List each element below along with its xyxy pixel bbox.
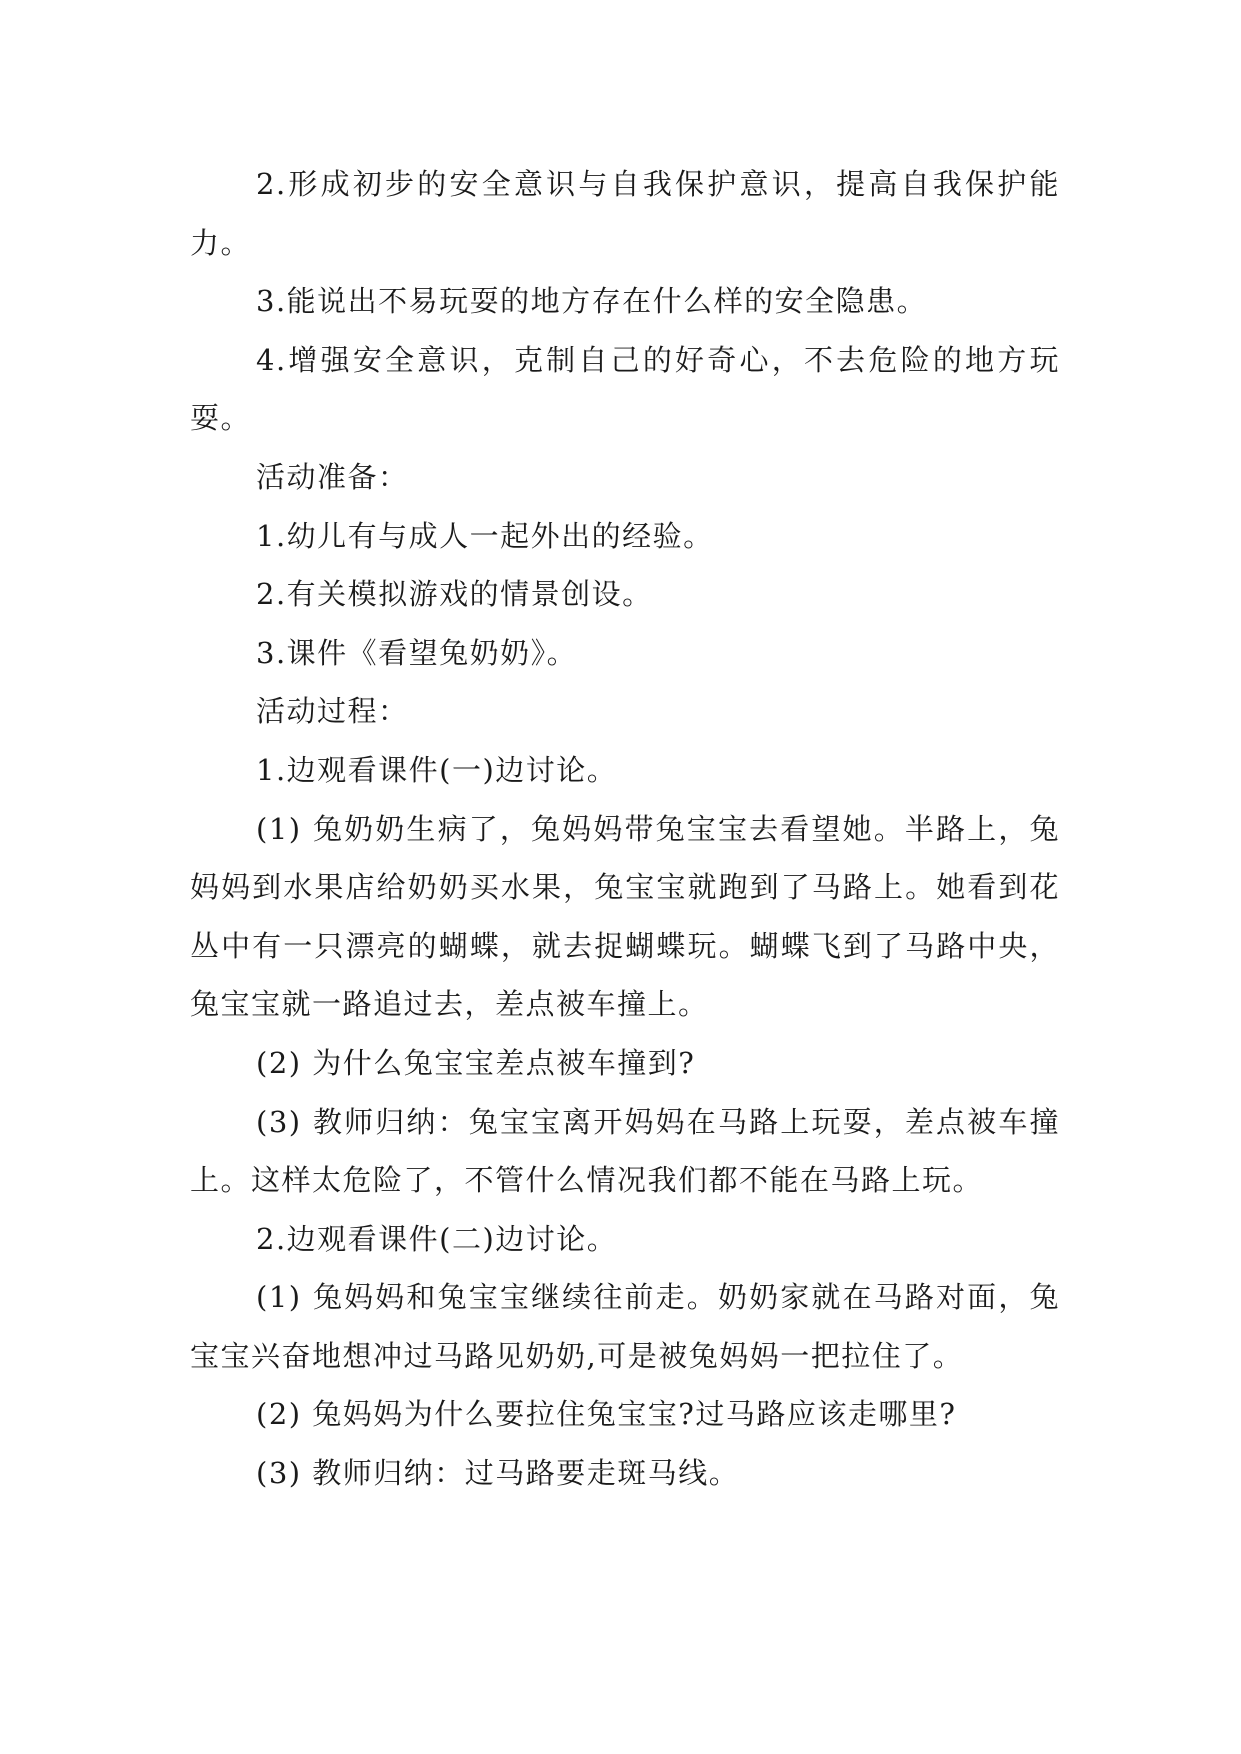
paragraph-step-1-1: (1) 兔奶奶生病了，兔妈妈带兔宝宝去看望她。半路上，兔妈妈到水果店给奶奶买水果，兔宝宝就跑到了马路上。她看到花丛中有一只漂亮的蝴蝶，就去捉蝴蝶玩。蝴蝶飞到了马路中央，兔宝宝就一路追过去，差点被车撞上。 <box>190 811 1060 1022</box>
paragraph-prep-3: 3.课件《看望兔奶奶》。 <box>256 635 578 670</box>
paragraph-prep-1: 1.幼儿有与成人一起外出的经验。 <box>256 518 714 553</box>
paragraph-step-1-2: (2) 为什么兔宝宝差点被车撞到? <box>256 1045 696 1080</box>
paragraph-prep-2: 2.有关模拟游戏的情景创设。 <box>256 577 653 612</box>
paragraph-goal-2: 2.形成初步的安全意识与自我保护意识，提高自我保护能力。 <box>190 167 1060 260</box>
paragraph-step-1: 1.边观看课件(一)边讨论。 <box>256 752 618 787</box>
paragraph-step-1-3: (3) 教师归纳：兔宝宝离开妈妈在马路上玩耍，差点被车撞上。这样太危险了，不管什么情况我们都不能在马路上玩。 <box>190 1104 1060 1198</box>
heading-preparation: 活动准备： <box>256 459 409 494</box>
paragraph-goal-4: 4.增强安全意识，克制自己的好奇心，不去危险的地方玩耍。 <box>190 342 1060 436</box>
paragraph-goal-3: 3.能说出不易玩耍的地方存在什么样的安全隐患。 <box>256 284 928 319</box>
paragraph-step-2-2: (2) 兔妈妈为什么要拉住兔宝宝?过马路应该走哪里? <box>256 1397 957 1432</box>
document-body <box>190 155 1060 1503</box>
paragraph-step-2-3: (3) 教师归纳：过马路要走斑马线。 <box>256 1456 740 1491</box>
paragraph-step-2-1: (1) 兔妈妈和兔宝宝继续往前走。奶奶家就在马路对面，兔宝宝兴奋地想冲过马路见奶奶,可是被兔妈妈一把拉住了。 <box>190 1280 1060 1373</box>
heading-process: 活动过程： <box>256 694 409 729</box>
paragraph-step-2: 2.边观看课件(二)边讨论。 <box>256 1221 618 1256</box>
